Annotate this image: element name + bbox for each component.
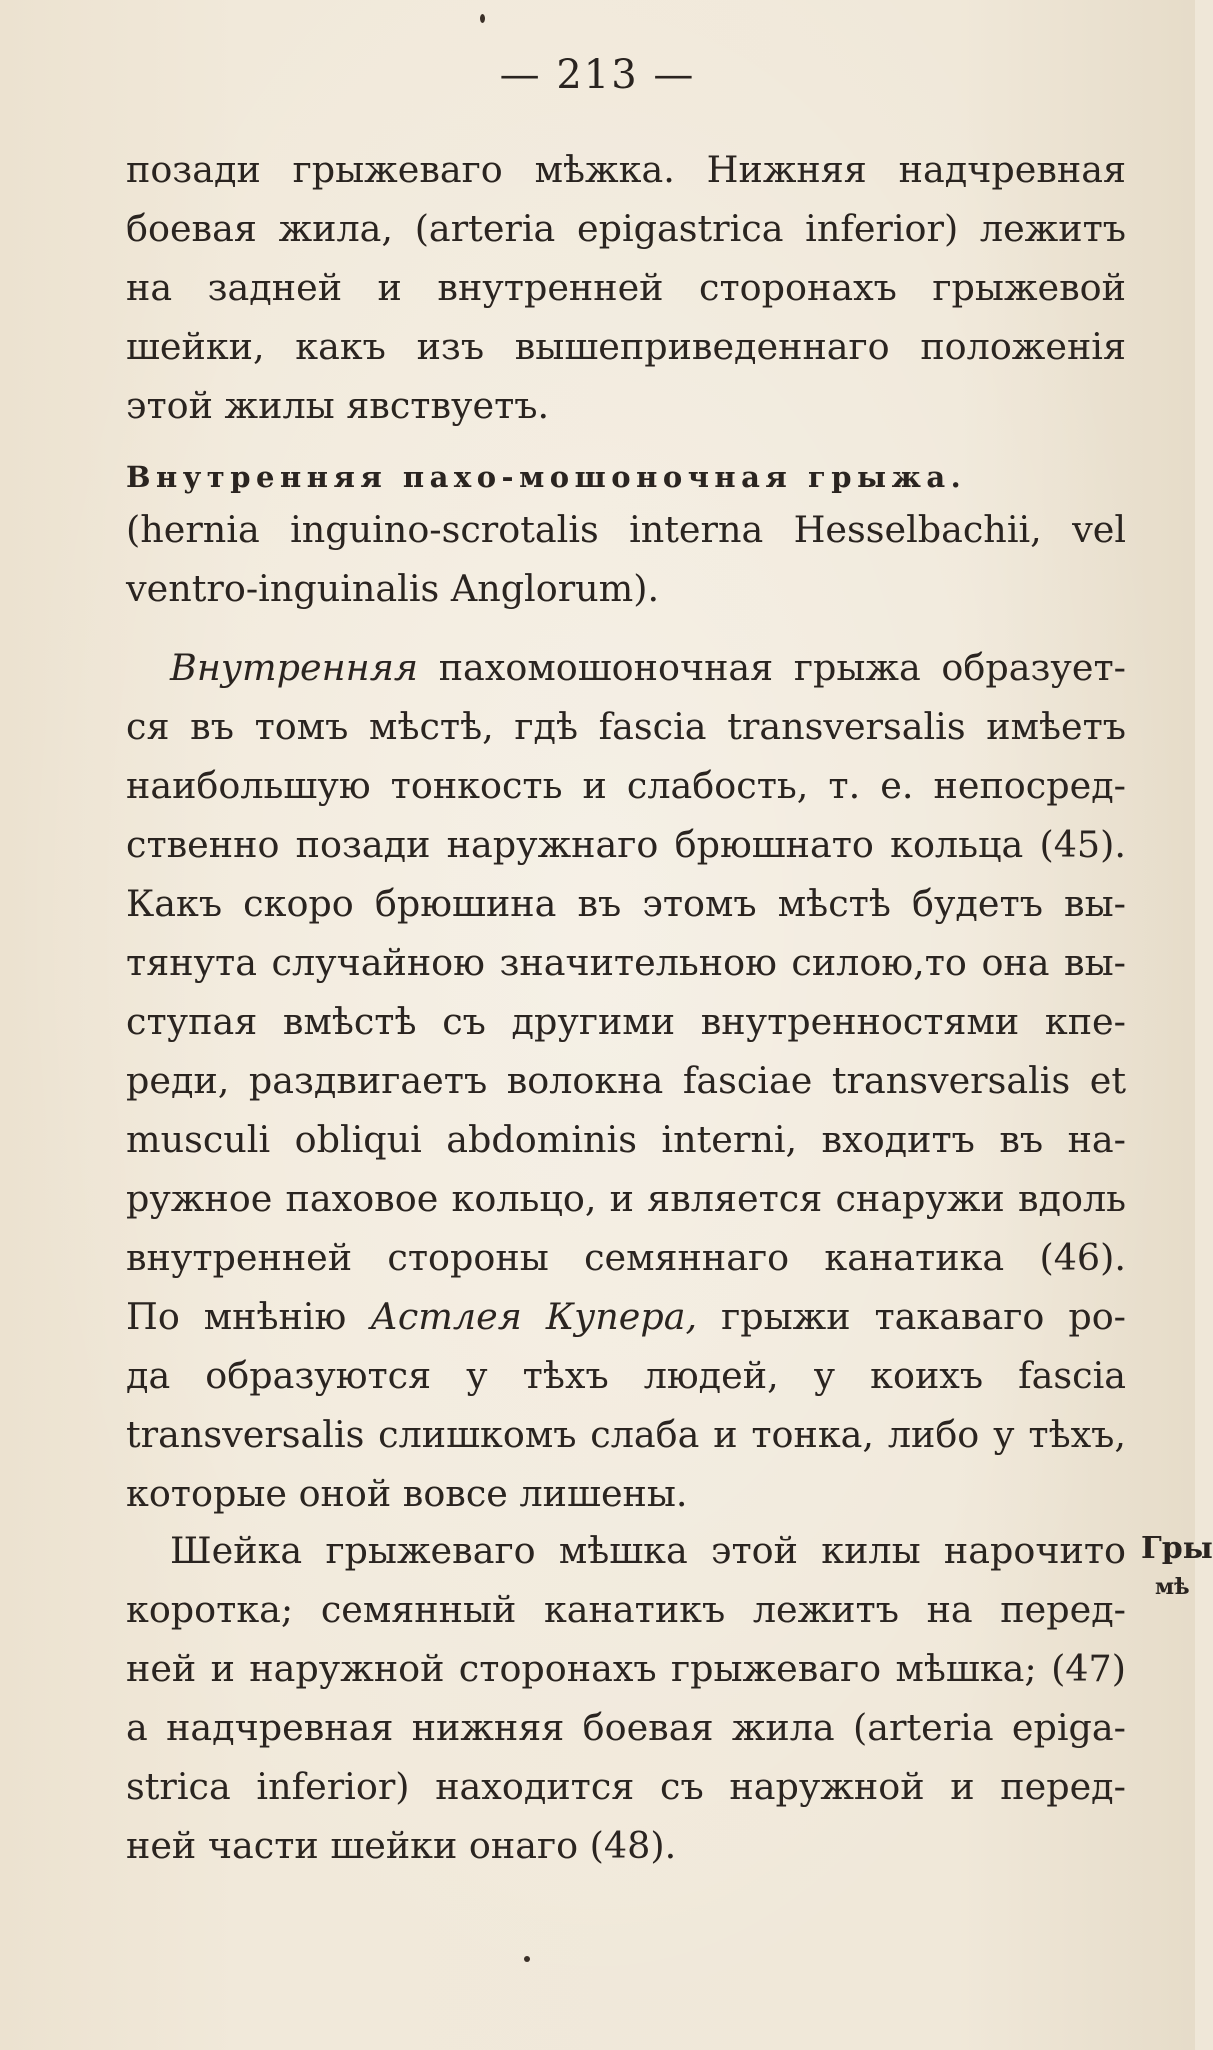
text-line: ней и наружной сторонахъ грыжеваго мѣшка; (47)	[126, 1647, 1126, 1690]
text-line	[126, 638, 1126, 697]
text-line: боевая жила, (arteria epigastrica inferior) лежитъ	[126, 207, 1126, 250]
text-line: внутренней стороны семяннаго канатика (46).	[126, 1236, 1126, 1279]
section-heading: Внутренняя пахо-мошоночная грыжа.	[126, 460, 967, 494]
text-line: ружное паховое кольцо, и является снаружи вдоль	[126, 1177, 1126, 1220]
margin-note	[1141, 1530, 1213, 1606]
margin-note-line: Гры	[1141, 1531, 1213, 1566]
text-line: ся въ томъ мѣстѣ, гдѣ fascia transversalis имѣетъ	[126, 705, 1126, 748]
text-line: коротка; семянный канатикъ лежитъ на перед-	[126, 1588, 1126, 1631]
text-line: strica inferior) находится съ наружной и перед-	[126, 1765, 1126, 1808]
text-line: позади грыжеваго мѣжка. Нижняя надчревная	[126, 148, 1126, 191]
text-line: да образуются у тѣхъ людей, у коихъ fascia	[126, 1354, 1126, 1397]
text-fragment: грыжи такаваго ро-	[721, 1295, 1127, 1338]
text-line: на задней и внутренней сторонахъ грыжевой	[126, 266, 1126, 309]
paragraph-1	[126, 140, 1126, 435]
margin-note-line: мѣ	[1155, 1574, 1190, 1600]
text-fragment: По мнѣнію	[126, 1295, 347, 1338]
text-fragment: пахомошоночная грыжа образует-	[438, 646, 1126, 689]
text-line: наибольшую тонкость и слабость, т. е. непосред-	[126, 764, 1126, 807]
text-line: ней части шейки онаго (48).	[126, 1824, 677, 1867]
text-line: musculi obliqui abdominis interni, входитъ въ на-	[126, 1118, 1126, 1161]
italic-term: Внутренняя	[170, 646, 419, 689]
text-line: этой жилы явствуетъ.	[126, 384, 550, 427]
text-line: тянута случайною значительною силою,то она вы-	[126, 941, 1126, 984]
latin-subtitle	[126, 500, 1126, 618]
text-line: ventro-inguinalis Anglorum).	[126, 567, 660, 610]
page-number: — 213 —	[499, 52, 696, 98]
text-line: которые оной вовсе лишены.	[126, 1472, 688, 1515]
text-line: (hernia inguino-scrotalis interna Hesselbachii, vel	[126, 508, 1126, 551]
text-line: transversalis слишкомъ слаба и тонка, либо у тѣхъ,	[126, 1413, 1126, 1456]
text-line: а надчревная нижняя боевая жила (arteria epiga-	[126, 1706, 1126, 1749]
text-line: ственно позади наружнаго брюшнато кольца (45).	[126, 823, 1126, 866]
text-line: Какъ скоро брюшина въ этомъ мѣстѣ будетъ вы-	[126, 882, 1126, 925]
paragraph-3	[126, 1521, 1126, 1875]
text-line: Шейка грыжеваго мѣшка этой килы нарочито	[170, 1529, 1126, 1572]
italic-name: Астлея Купера,	[370, 1295, 698, 1338]
paragraph-2	[126, 638, 1126, 1523]
text-line: ступая вмѣстѣ съ другими внутренностями кпе-	[126, 1000, 1126, 1043]
text-line: реди, раздвигаетъ волокна fasciae transversalis et	[126, 1059, 1126, 1102]
text-line	[126, 1287, 1126, 1346]
ink-speck-top	[480, 14, 485, 23]
text-line: шейки, какъ изъ вышеприведеннаго положенія	[126, 325, 1126, 368]
section-heading-block	[126, 448, 1126, 507]
ink-speck-bottom	[524, 1956, 530, 1962]
